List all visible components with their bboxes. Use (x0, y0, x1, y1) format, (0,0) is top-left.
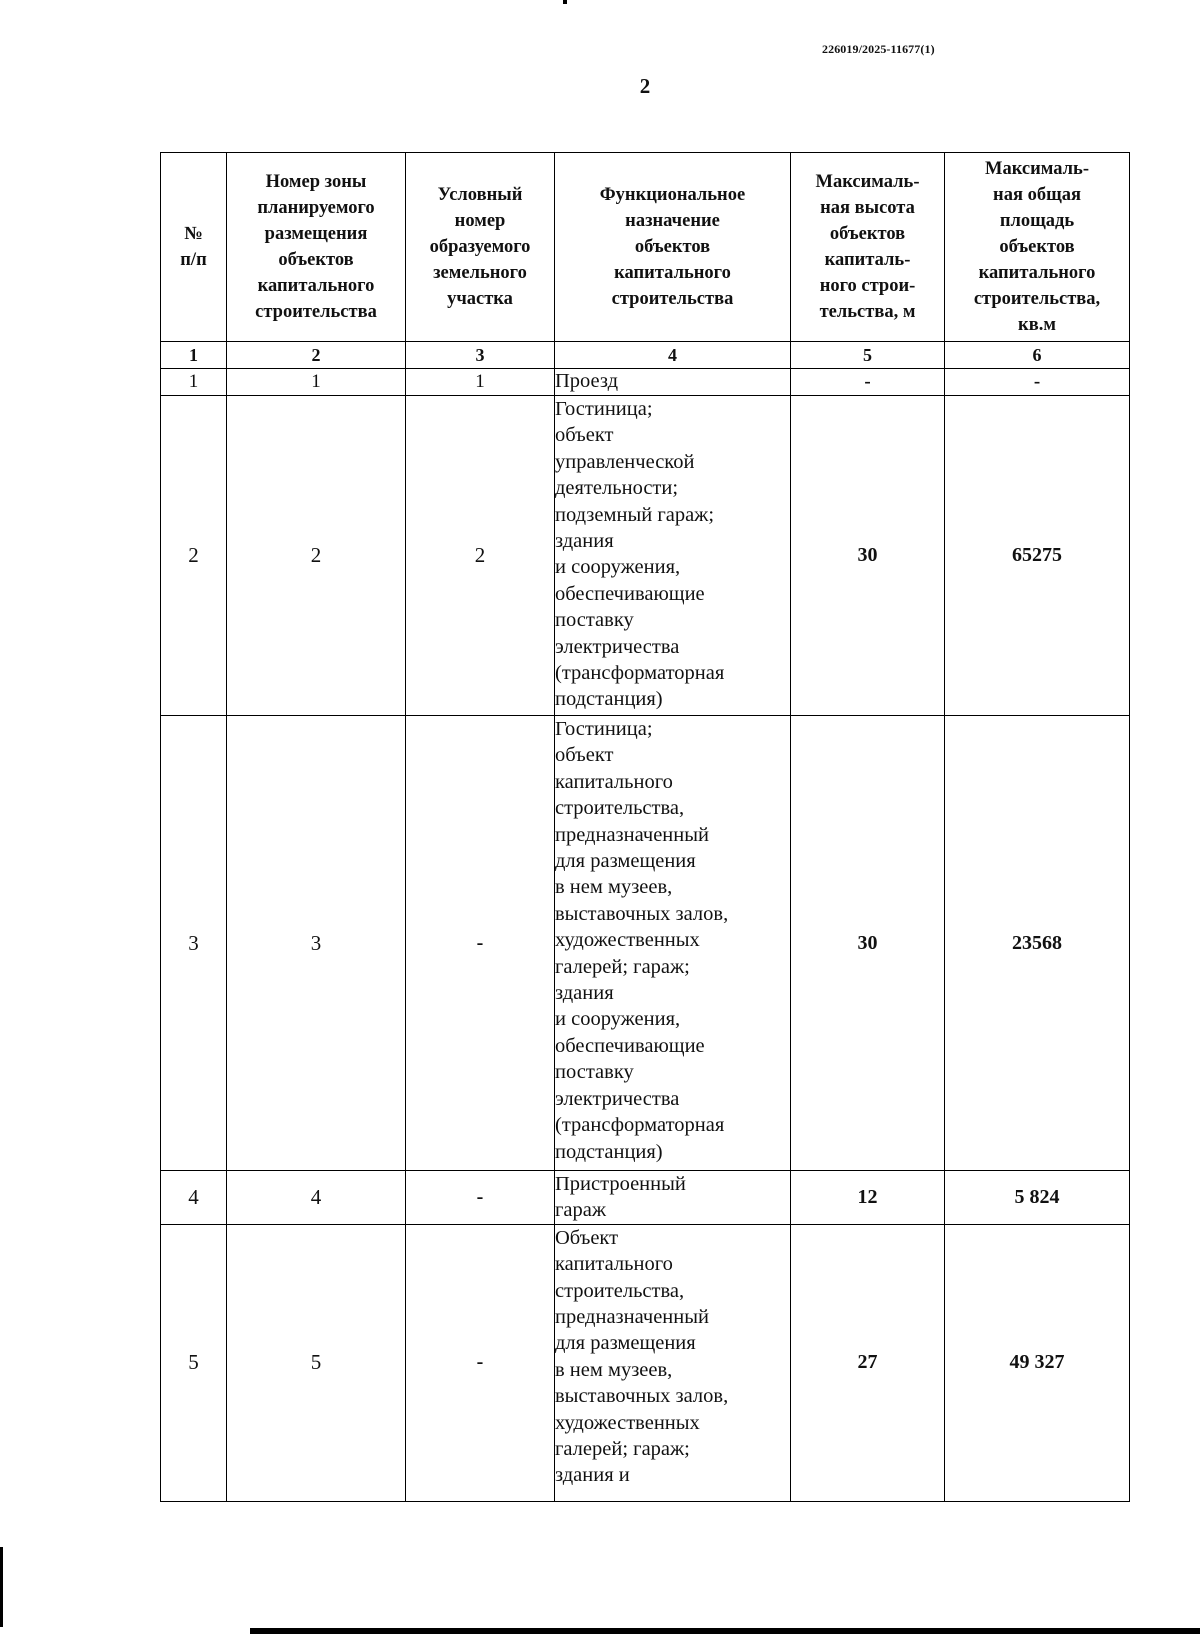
cell-plot: - (406, 1224, 555, 1501)
cell-number: 3 (161, 716, 227, 1171)
column-number-row (161, 342, 1130, 369)
cell-zone: 4 (227, 1171, 406, 1225)
cell-zone: 2 (227, 396, 406, 716)
table-row (161, 1224, 1130, 1501)
cell-number: 5 (161, 1224, 227, 1501)
cell-max-area: 23568 (945, 716, 1130, 1171)
cell-number: 2 (161, 396, 227, 716)
header-max-area: Максималь- ная общая площадь объектов капитального строительства, кв.м (945, 153, 1130, 342)
cell-max-height: - (791, 369, 945, 396)
cell-function: Гостиница; объект капитального строительства, предназначенный для размещения в нем музеев, выставочных залов, художественных галерей; гараж; здания и сооружения, обеспечивающие поставку электричества (трансформаторная подстанция) (555, 716, 791, 1171)
header-number: № п/п (161, 153, 227, 342)
table-row (161, 1171, 1130, 1225)
cell-plot: - (406, 1171, 555, 1225)
capital-construction-table (160, 152, 1130, 1502)
cell-plot: - (406, 716, 555, 1171)
scan-bottom-edge (250, 1628, 1200, 1634)
page-number: 2 (639, 74, 651, 98)
cell-max-area: 5 824 (945, 1171, 1130, 1225)
header-plot: Условный номер образуемого земельного участка (406, 153, 555, 342)
table-header-row (161, 153, 1130, 342)
column-number: 5 (791, 342, 945, 369)
column-number: 3 (406, 342, 555, 369)
cell-number: 4 (161, 1171, 227, 1225)
header-max-height: Максималь- ная высота объектов капиталь- ного строи- тельства, м (791, 153, 945, 342)
table-row (161, 369, 1130, 396)
column-number: 6 (945, 342, 1130, 369)
scan-mark-top (563, 0, 567, 4)
column-number: 1 (161, 342, 227, 369)
table-row (161, 396, 1130, 716)
cell-max-height: 12 (791, 1171, 945, 1225)
cell-number: 1 (161, 369, 227, 396)
cell-function: Пристроенный гараж (555, 1171, 791, 1225)
column-number: 2 (227, 342, 406, 369)
cell-max-area: 65275 (945, 396, 1130, 716)
cell-function: Проезд (555, 369, 791, 396)
table-row (161, 716, 1130, 1171)
cell-function: Объект капитального строительства, предназначенный для размещения в нем музеев, выставочных залов, художественных галерей; гараж; здания и (555, 1224, 791, 1501)
cell-zone: 5 (227, 1224, 406, 1501)
cell-max-height: 30 (791, 396, 945, 716)
cell-function: Гостиница; объект управленческой деятельности; подземный гараж; здания и сооружения, обеспечивающие поставку электричества (трансформаторная подстанция) (555, 396, 791, 716)
cell-zone: 1 (227, 369, 406, 396)
cell-max-area: 49 327 (945, 1224, 1130, 1501)
cell-max-area: - (945, 369, 1130, 396)
cell-plot: 1 (406, 369, 555, 396)
cell-max-height: 27 (791, 1224, 945, 1501)
cell-zone: 3 (227, 716, 406, 1171)
column-number: 4 (555, 342, 791, 369)
header-function: Функциональное назначение объектов капитального строительства (555, 153, 791, 342)
cell-plot: 2 (406, 396, 555, 716)
header-zone: Номер зоны планируемого размещения объектов капитального строительства (227, 153, 406, 342)
scan-edge-mark (0, 1547, 3, 1627)
cell-max-height: 30 (791, 716, 945, 1171)
document-registration-number: 226019/2025-11677(1) (822, 42, 935, 56)
